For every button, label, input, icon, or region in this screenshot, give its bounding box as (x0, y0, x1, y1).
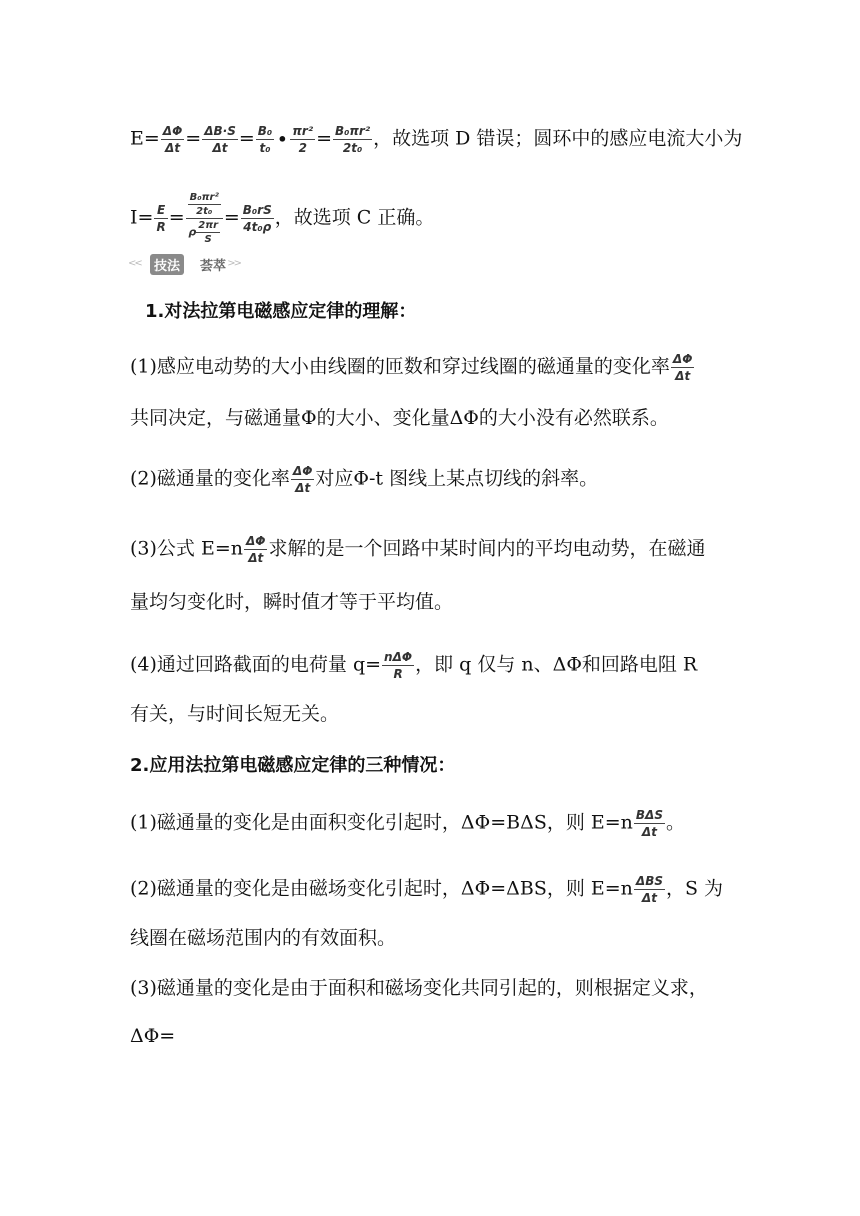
banner-label-huicui: 荟萃 (200, 259, 227, 274)
case-3-line-2: ΔΦ= (130, 1025, 176, 1047)
current-conclusion-text: ，故选项 C 正确。 (274, 206, 435, 229)
section-heading-1: 1.对法拉第电磁感应定律的理解： (145, 301, 417, 322)
fraction-compound: $\frac{\text{B₀πr²}}{\text{2t₀}}$ ρ $\frac{2\pi r}{S}$ (186, 192, 223, 245)
paragraph-1-line-1: (1)感应电动势的大小由线圈的匝数和穿过线圈的磁通量的变化率 $\frac{\Delta\Phi}{\Delta t}$ (130, 352, 693, 383)
paragraph-3-line-1: (3)公式 E=n $\frac{\Delta\Phi}{\Delta t}$ 求解的是一个回路中某时间内的平均电动势，在磁通 (130, 534, 706, 565)
fraction-bds-dt: $\frac{\text{BΔS}}{\Delta t}$ (635, 808, 663, 839)
case-2-line-2: 线圈在磁场范围内的有效面积。 (130, 927, 397, 949)
emf-lhs: E= (130, 127, 160, 150)
paragraph-3-line-2: 量均匀变化时，瞬时值才等于平均值。 (130, 591, 454, 613)
fraction-e-r: $\frac{E}{R}$ (156, 203, 166, 234)
paragraph-4-line-1: (4)通过回路截面的电荷量 q= $\frac{\text{nΔΦ}}{R}$ ，即 q 仅与 n、ΔΦ和回路电阻 R (130, 650, 698, 681)
section-heading-2: 2.应用法拉第电磁感应定律的三种情况： (130, 755, 456, 776)
fraction-dbs-dt: $\frac{\text{ΔBS}}{\Delta t}$ (635, 874, 663, 905)
fraction-b0rs-4t0rho: $\frac{\text{B₀rS}}{\text{4t₀ρ}}$ (242, 203, 272, 234)
case-3-line-1: (3)磁通量的变化是由于面积和磁场变化共同引起的，则根据定义求， (130, 977, 708, 999)
banner-right-arrows: >> (227, 258, 240, 269)
fraction-dphi-dt: $\frac{\Delta\Phi}{\Delta t}$ (292, 464, 313, 495)
fraction-dphi-dt: $\frac{\Delta\Phi}{\Delta t}$ (162, 124, 183, 155)
paragraph-1-line-2: 共同决定，与磁通量Φ的大小、变化量ΔΦ的大小没有必然联系。 (130, 407, 669, 429)
techniques-banner (128, 253, 240, 273)
current-lhs: I= (130, 206, 154, 229)
fraction-dphi-dt: $\frac{\Delta\Phi}{\Delta t}$ (672, 352, 693, 383)
fraction-pir2-2: $\frac{\text{πr²}}{2}$ (292, 124, 314, 155)
case-2-line-1: (2)磁通量的变化是由磁场变化引起时，ΔΦ=ΔBS，则 E=n $\frac{\text{ΔBS}}{\Delta t}$ ，S 为 (130, 874, 724, 905)
fraction-b0-t0: $\frac{\text{B₀}}{\text{t₀}}$ (257, 124, 273, 155)
formula-current-line: I= $\frac{E}{R}$ = $\frac{\text{B₀πr²}}{\text{2t₀}}$ ρ $\frac{2\pi r}{S}$ = $\frac{\text{B₀rS}}{\text{4t₀ρ}}$ ，故选项 C 正确。 (130, 192, 435, 245)
paragraph-4-line-2: 有关，与时间长短无关。 (130, 703, 340, 725)
emf-conclusion-text: ，故选项 D 错误；圆环中的感应电流大小为 (373, 127, 743, 150)
fraction-dphi-dt: $\frac{\Delta\Phi}{\Delta t}$ (245, 534, 266, 565)
case-1: (1)磁通量的变化是由面积变化引起时，ΔΦ=BΔS，则 E=n $\frac{\text{BΔS}}{\Delta t}$ 。 (130, 808, 685, 839)
paragraph-2: (2)磁通量的变化率 $\frac{\Delta\Phi}{\Delta t}$ 对应Φ-t 图线上某点切线的斜率。 (130, 464, 599, 495)
fraction-ndphi-r: $\frac{\text{nΔΦ}}{R}$ (384, 650, 413, 681)
banner-label-jifa: 技法 (150, 254, 184, 275)
fraction-dbs-dt: $\frac{\Delta B\cdot S}{\Delta t}$ (204, 124, 236, 155)
fraction-b0pir2-2t0: $\frac{\text{B₀πr²}}{\text{2t₀}}$ (335, 124, 371, 155)
banner-left-arrows: << (128, 258, 141, 269)
formula-emf-line: E= $\frac{\Delta\Phi}{\Delta t}$ = $\frac{\Delta B\cdot S}{\Delta t}$ = $\frac{\text{B₀}}{\text{t₀}}$ • $\frac{\text{πr²}}{2}$ = $\frac{\text{B₀πr²}}{\text{2t₀}}$ ，故选项 D 错误；圆环中的感应电流大小为 (130, 124, 743, 155)
